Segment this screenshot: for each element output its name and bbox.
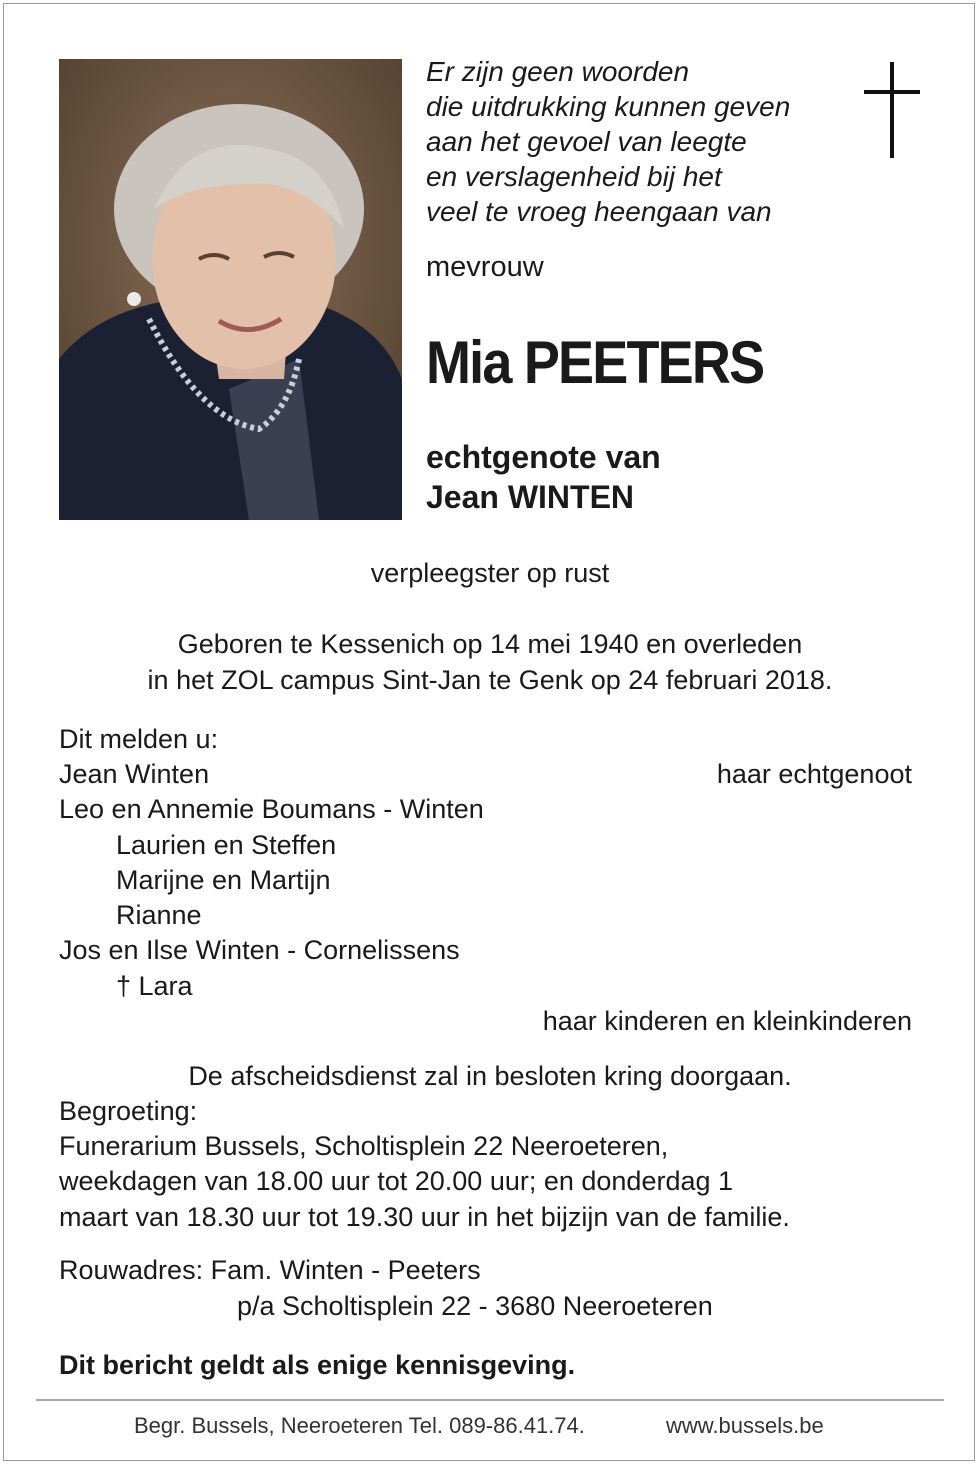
family-role: haar kinderen en kleinkinderen	[542, 1006, 912, 1036]
visitation-line: weekdagen van 18.00 uur tot 20.00 uur; en donderdag 1	[59, 1166, 734, 1196]
notice: Dit bericht geldt als enige kennisgeving.	[59, 1350, 576, 1380]
honorific: mevrouw	[426, 251, 544, 283]
deceased-name: Mia PEETERS	[426, 329, 764, 396]
family-member: Leo en Annemie Boumans - Winten	[59, 794, 484, 824]
family-member: Jos en Ilse Winten - Cornelissens	[59, 935, 460, 965]
footer-website[interactable]: www.bussels.be	[666, 1413, 824, 1438]
relation-label: echtgenote van	[426, 439, 661, 475]
visitation-line: Funerarium Bussels, Scholtisplein 22 Neeroeteren,	[59, 1131, 669, 1161]
family-member: Laurien en Steffen	[116, 830, 337, 860]
family-intro: Dit melden u:	[59, 724, 219, 754]
footer-divider	[36, 1399, 944, 1401]
portrait-photo	[59, 59, 402, 520]
family-role: haar echtgenoot	[716, 759, 912, 789]
poem-line: die uitdrukking kunnen geven	[426, 91, 791, 122]
family-member: Rianne	[116, 900, 202, 930]
family-member: Marijne en Martijn	[116, 865, 331, 895]
poem-line: en verslagenheid bij het	[426, 161, 722, 192]
occupation: verpleegster op rust	[370, 558, 610, 588]
service-note: De afscheidsdienst zal in besloten kring doorgaan.	[188, 1061, 792, 1091]
poem-line: aan het gevoel van leegte	[426, 126, 747, 157]
family-member: † Lara	[116, 971, 193, 1001]
poem-line: veel te vroeg heengaan van	[426, 196, 772, 227]
poem-line: Er zijn geen woorden	[426, 56, 690, 87]
birth-death-line: Geboren te Kessenich op 14 mei 1940 en overleden	[177, 629, 803, 659]
birth-death-line: in het ZOL campus Sint-Jan te Genk op 24 februari 2018.	[147, 665, 833, 695]
family-member: Jean Winten	[59, 759, 210, 789]
address-line: Rouwadres: Fam. Winten - Peeters	[59, 1255, 481, 1285]
footer-company: Begr. Bussels, Neeroeteren Tel. 089-86.41.74.	[134, 1413, 585, 1438]
spouse-name: Jean WINTEN	[426, 479, 635, 515]
poem	[426, 54, 856, 229]
address-line: p/a Scholtisplein 22 - 3680 Neeroeteren	[237, 1291, 713, 1321]
cross-icon	[864, 62, 922, 165]
visitation-line: maart van 18.30 uur tot 19.30 uur in het bijzijn van de familie.	[59, 1202, 790, 1232]
visitation-label: Begroeting:	[59, 1096, 198, 1126]
